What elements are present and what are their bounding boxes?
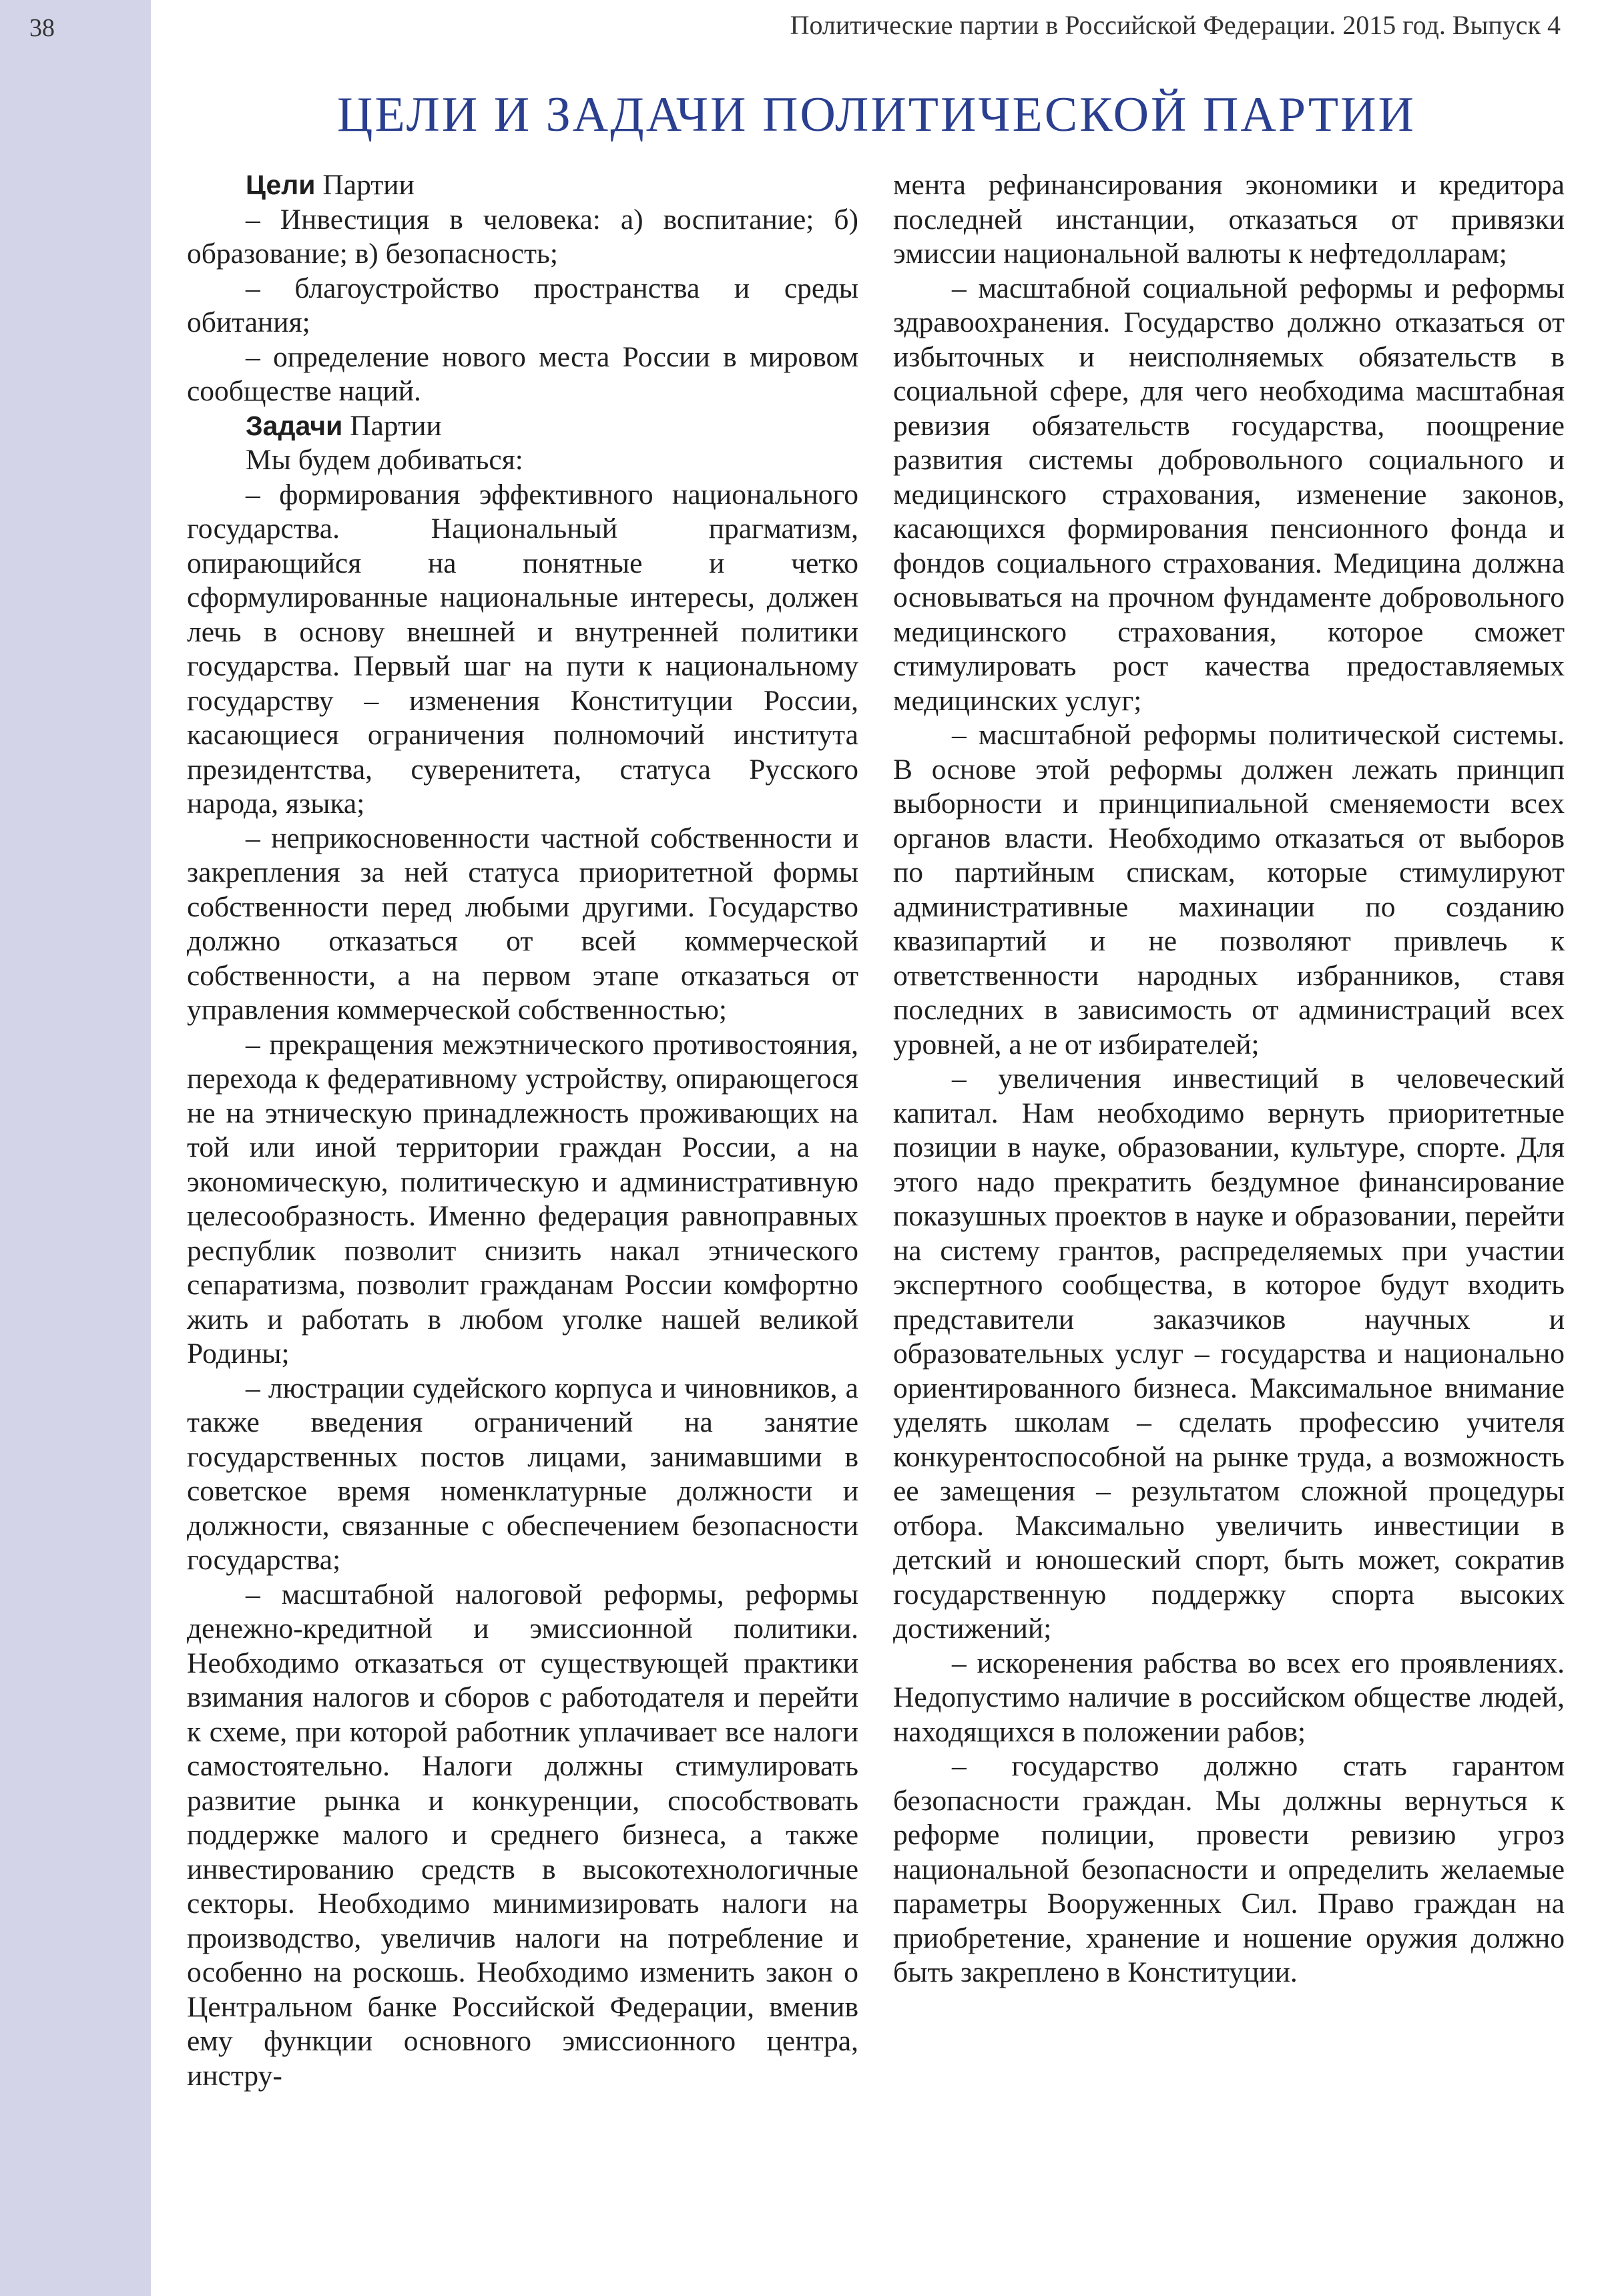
task-paragraph: – формирования эффективного национального государства. Национальный прагматизм, опирающийся на понятные и четко сформулированные национальные интересы, должен лечь в основу внешней и внутренней политики государства. Первый шаг на пути к национальному государству – изменения Конституции России, касающиеся ограничения полномочий института президентства, суверенитета, статуса Русского народа, языка;	[187, 478, 858, 820]
goals-heading	[187, 168, 858, 203]
left-column	[187, 168, 858, 2093]
tasks-label-rest: Партии	[342, 409, 442, 442]
task-paragraph: – люстрации судейского корпуса и чиновников, а также введения ограничений на занятие государственных постов лицами, занимавшими в советское время номенклатурные должности и должности, связанные с обеспечением безопасности государства;	[187, 1372, 858, 1576]
goals-label: Цели	[246, 170, 316, 200]
continued-paragraph: мента рефинансирования экономики и кредитора последней инстанции, отказаться от привязки эмиссии национальной валюты к нефтедолларам;	[893, 169, 1565, 270]
task-paragraph: – увеличения инвестиций в человеческий капитал. Нам необходимо вернуть приоритетные позиции в науке, образовании, культуре, спорте. Для этого надо прекратить бездумное финансирование показушных проектов в науке и образовании, перейти на систему грантов, распределяемых при участии экспертного сообщества, в которое будут входить представители заказчиков научных и образовательных услуг – государства и национально ориентированного бизнеса. Максимальное внимание уделять школам – сделать профессию учителя конкурентоспособной на рынке труда, а возможность ее замещения – результатом сложной процедуры отбора. Максимально увеличить инвестиции в детский и юношеский спорт, быть может, сократив государственную поддержку спорта высоких достижений;	[893, 1063, 1565, 1645]
running-header: Политические партии в Российской Федерации. 2015 год. Выпуск 4	[790, 10, 1561, 40]
task-paragraph: – государство должно стать гарантом безопасности граждан. Мы должны вернуться к реформе полиции, провести ревизию угроз национальной безопасности и определить желаемые параметры Вооруженных Сил. Право граждан на приобретение, хранение и ношение оружия должно быть закреплено в Конституции.	[893, 1750, 1565, 1988]
task-paragraph: – масштабной налоговой реформы, реформы денежно-кредитной и эмиссионной политики. Необходимо отказаться от существующей практики взимания налогов и сборов с работодателя и перейти к схеме, при которой работник уплачивает все налоги самостоятельно. Налоги должны стимулировать развитие рынка и конкуренции, способствовать поддержке малого и среднего бизнеса, а также инвестированию средств в высокотехнологичные секторы. Необходимо минимизировать налоги на производство, увеличив налоги на потребление и особенно на роскошь. Необходимо изменить закон о Центральном банке Российской Федерации, вменив ему функции основного эмиссионного центра, инстру-	[187, 1578, 858, 2092]
goals-label-rest: Партии	[315, 169, 415, 201]
task-paragraph: – масштабной реформы политической системы. В основе этой реформы должен лежать принцип выборности и принципиальной сменяемости всех органов власти. Необходимо отказаться от выборов по партийным спискам, которые стимулируют административные махинации по созданию квазипартий и не позволяют привлечь к ответственности народных избранников, ставя последних в зависимость от администраций всех уровней, а не от избирателей;	[893, 719, 1565, 1061]
goal-item: – определение нового места России в мировом сообществе наций.	[187, 340, 858, 407]
right-column	[893, 168, 1565, 1990]
task-paragraph: – прекращения межэтнического противостояния, перехода к федеративному устройству, опирающегося не на этническую принадлежность проживающих на той или иной территории граждан России, а на экономическую, политическую и административную целесообразность. Именно федерация равноправных республик позволит снизить накал этнического сепаратизма, позволит гражданам России комфортно жить и работать в любом уголке нашей великой Родины;	[187, 1028, 858, 1370]
goal-item: – Инвестиция в человека: а) воспитание; б) образование; в) безопасность;	[187, 203, 858, 270]
goal-item: – благоустройство пространства и среды обитания;	[187, 272, 858, 338]
page-number: 38	[29, 14, 55, 42]
side-margin-band	[0, 0, 151, 2296]
task-paragraph: – искоренения рабства во всех его проявлениях. Недопустимо наличие в российском обществе людей, находящихся в положении рабов;	[893, 1647, 1565, 1748]
page-title: ЦЕЛИ И ЗАДАЧИ ПОЛИТИЧЕСКОЙ ПАРТИИ	[337, 87, 1416, 142]
tasks-heading	[187, 409, 858, 444]
tasks-label: Задачи	[246, 410, 343, 441]
task-paragraph: – масштабной социальной реформы и реформы здравоохранения. Государство должно отказаться от избыточных и неисполняемых обязательств в социальной сфере, для чего необходима масштабная ревизия обязательств государства, поощрение развития системы добровольного социального и медицинского страхования, изменение законов, касающихся формирования пенсионного фонда и фондов социального страхования. Медицина должна основываться на прочном фундаменте добровольного медицинского страхования, которое сможет стимулировать рост качества предоставляемых медицинских услуг;	[893, 272, 1565, 717]
tasks-intro: Мы будем добиваться:	[246, 444, 523, 476]
task-paragraph: – неприкосновенности частной собственности и закрепления за ней статуса приоритетной формы собственности перед любыми другими. Государство должно отказаться от всей коммерческой собственности, а на первом этапе отказаться от управления коммерческой собственностью;	[187, 822, 858, 1026]
